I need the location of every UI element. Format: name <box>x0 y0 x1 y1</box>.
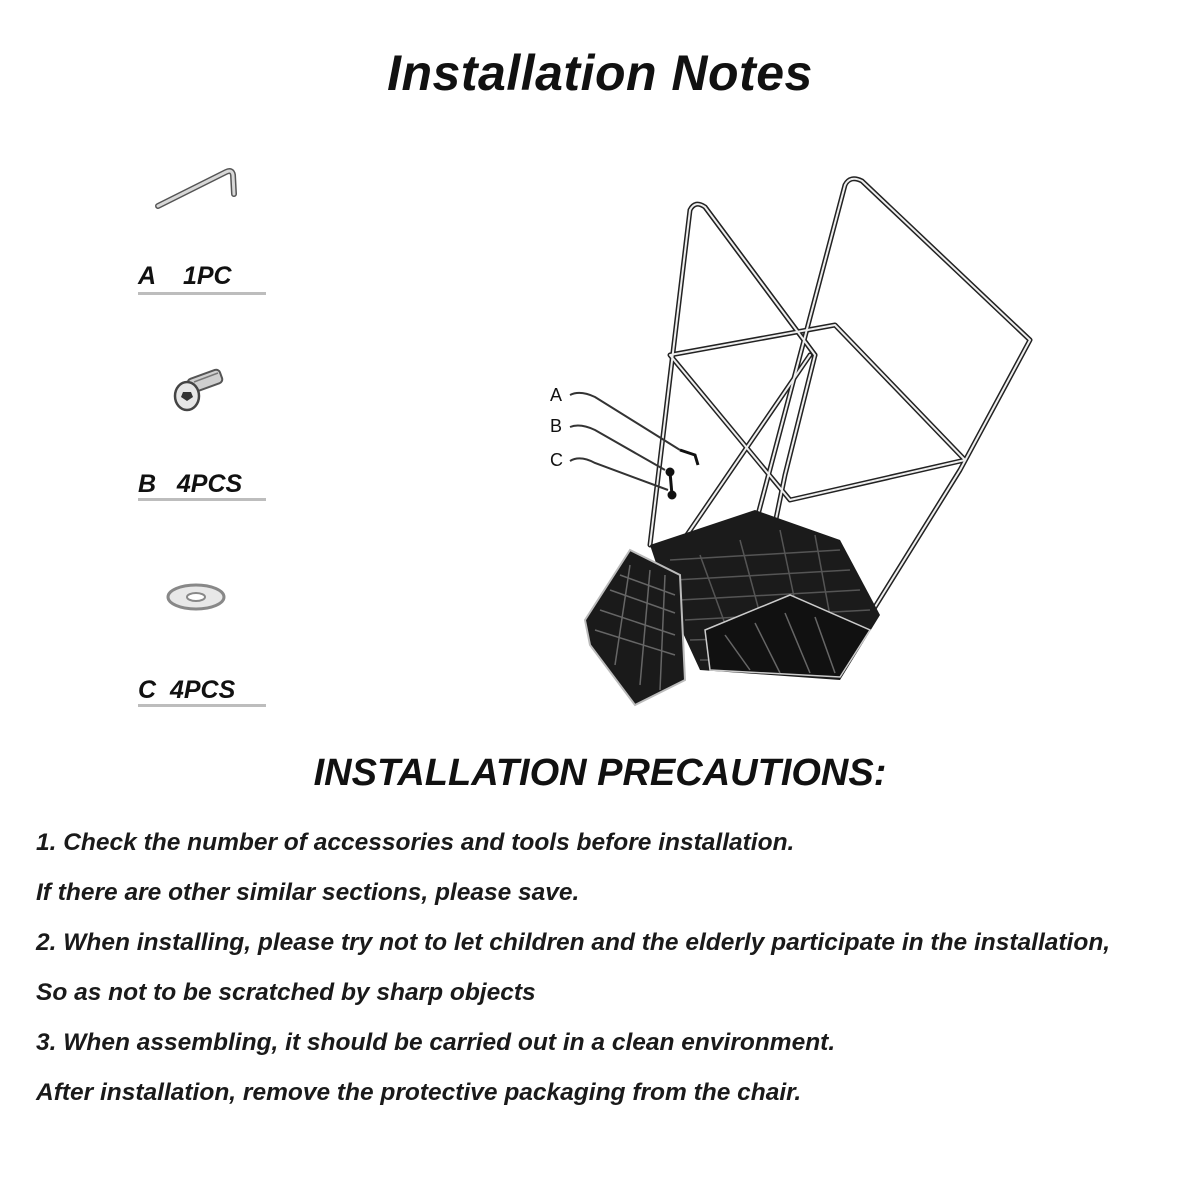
chair-frame-drawing <box>540 165 1060 725</box>
screw-icon <box>130 360 270 420</box>
part-a-underline <box>138 292 266 295</box>
precaution-line: After installation, remove the protective packaging from the chair. <box>36 1079 802 1106</box>
washer-icon <box>130 570 270 620</box>
page-title: Installation Notes <box>387 45 813 101</box>
part-c-underline <box>138 704 266 707</box>
precaution-line: If there are other similar sections, please save. <box>36 879 580 906</box>
allen-key-icon <box>130 150 270 220</box>
precaution-line: 3. When assembling, it should be carried out in a clean environment. <box>36 1029 836 1056</box>
part-a-label: A 1PC <box>138 262 232 290</box>
callout-b: B <box>550 416 563 436</box>
precaution-line: 2. When installing, please try not to let children and the elderly participate in the installation, <box>36 929 1111 956</box>
precautions-list <box>36 822 1186 1122</box>
precaution-line: So as not to be scratched by sharp objects <box>36 979 536 1006</box>
part-c <box>130 570 270 720</box>
part-a <box>130 150 270 300</box>
part-c-label: C 4PCS <box>138 676 236 704</box>
precaution-line: 1. Check the number of accessories and tools before installation. <box>36 829 795 856</box>
callout-c: C <box>550 450 563 470</box>
part-b <box>130 360 270 510</box>
callout-a: A <box>550 385 563 405</box>
part-b-underline <box>138 498 266 501</box>
chair-frame-diagram <box>540 165 1060 725</box>
part-b-label: B 4PCS <box>138 470 243 498</box>
precautions-title: INSTALLATION PRECAUTIONS: <box>313 752 887 794</box>
